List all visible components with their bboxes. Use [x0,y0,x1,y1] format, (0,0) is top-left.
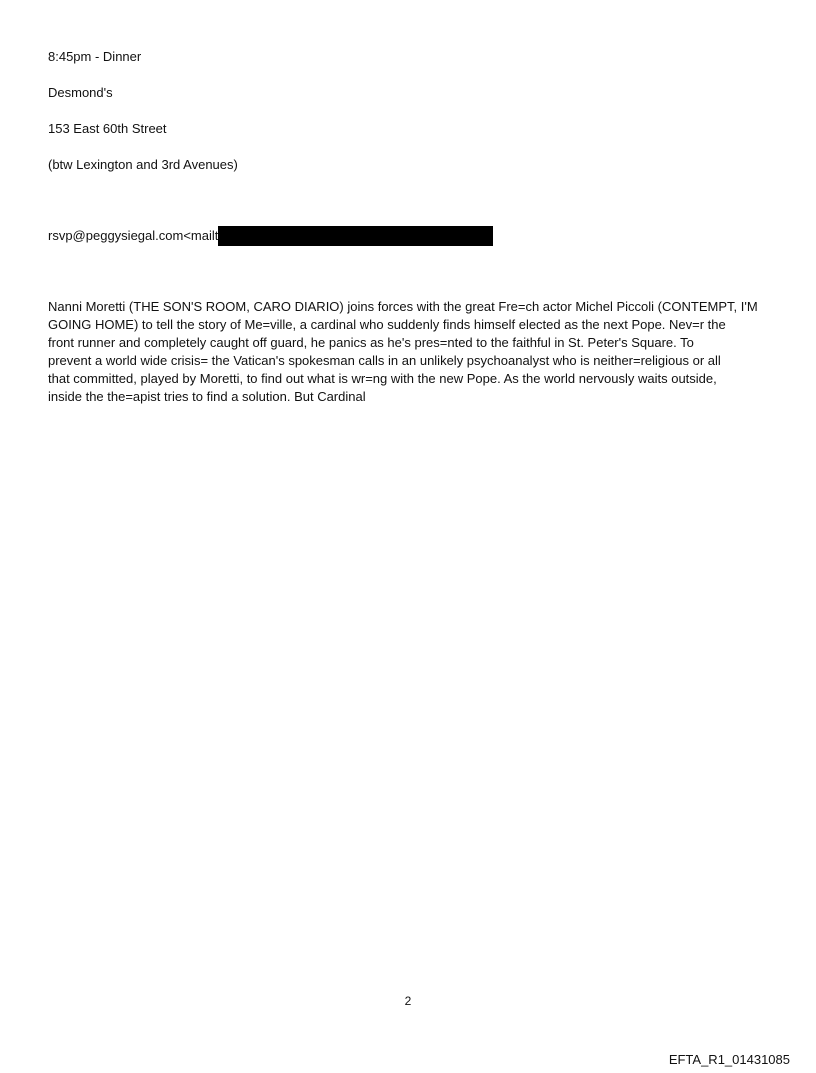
venue-address: 153 East 60th Street [48,121,167,136]
event-time: 8:45pm - Dinner [48,49,142,64]
film-description [48,298,770,406]
cross-streets: (btw Lexington and 3rd Avenues) [48,157,238,172]
redaction-box [218,226,493,246]
description-line: Nanni Moretti (THE SON'S ROOM, CARO DIARIO) joins forces with the great Fre=ch actor Michel Piccoli (CONTEMPT, I'M [48,299,758,314]
description-line: prevent a world wide crisis= the Vatican's spokesman calls in an unlikely psychoanalyst who is neither=religious or all [48,353,721,368]
venue-name: Desmond's [48,85,113,100]
page-number: 2 [404,994,412,1008]
description-line: inside the the=apist tries to find a solution. But Cardinal [48,389,366,404]
document-id: EFTA_R1_01431085 [668,1052,790,1067]
description-line: front runner and completely caught off guard, he panics as he's pres=nted to the faithful in St. Peter's Square. To [48,335,694,350]
rsvp-email: rsvp@peggysiegal.com<mailt [48,228,219,243]
description-line: GOING HOME) to tell the story of Me=ville, a cardinal who suddenly finds himself elected as the next Pope. Nev=r the [48,317,726,332]
rsvp-line [48,226,493,246]
description-line: that committed, played by Moretti, to find out what is wr=ng with the new Pope. As the world nervously waits outside, [48,371,717,386]
